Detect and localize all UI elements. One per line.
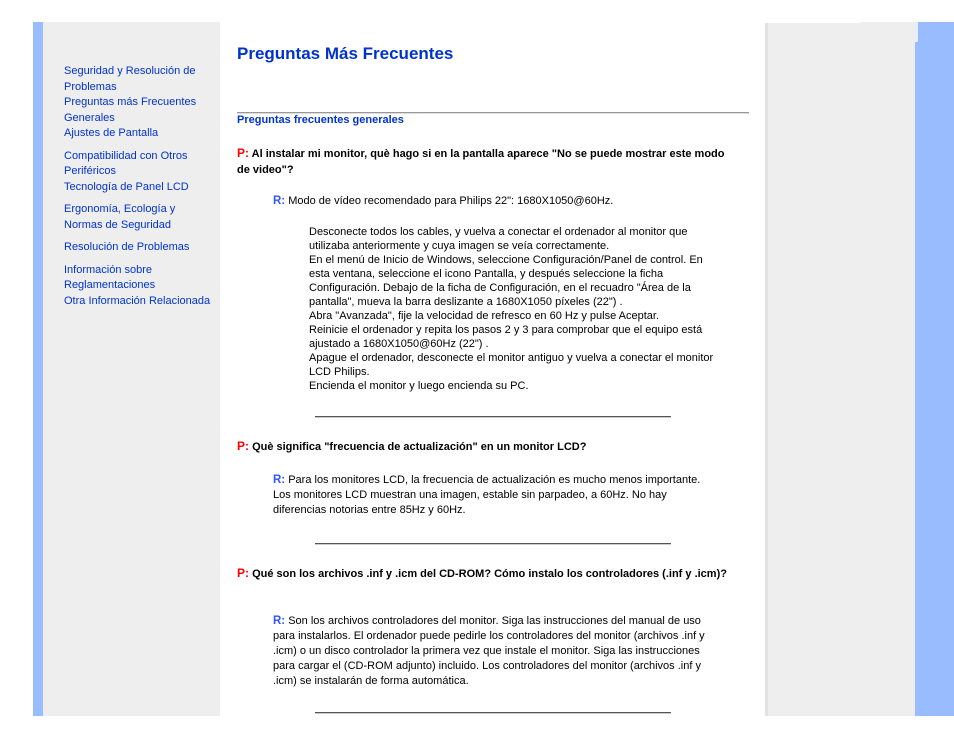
answer-text: Son los archivos controladores del monitor. Siga las instrucciones del manual de uso para instalarlos. El ordenador puede pedirle los controladores del monitor (archivos .inf y .icm) o un disco controlador la primera vez que instale el monitor. Siga las instrucciones para cargar el (CD-ROM adjunto) incluido. Los controladores del monitor (archivos .inf y .icm) se instalarán de forma automática. <box>273 615 705 687</box>
link-otra-informacion[interactable]: Otra Información Relacionada <box>64 294 211 307</box>
faq-question-2 <box>237 438 727 455</box>
sidebar-item-seguridad <box>64 64 214 95</box>
link-compatibilidad[interactable]: Compatibilidad con Otros Periféricos <box>64 149 188 177</box>
answer-tag: R: <box>273 474 286 486</box>
link-seguridad[interactable]: Seguridad y Resolución de Problemas <box>64 65 196 93</box>
faq-separator-2 <box>315 543 671 545</box>
step-1: Desconecte todos los cables, y vuelva a conectar el ordenador al monitor que utilizaba anteriormente y cuya imagen se veía correctamente. <box>309 226 688 252</box>
link-resolucion-problemas[interactable]: Resolución de Problemas <box>64 241 190 253</box>
link-preguntas-frecuentes[interactable]: Preguntas más Frecuentes Generales <box>64 96 197 124</box>
right-blue-strip <box>915 22 954 716</box>
answer-tag: R: <box>273 195 286 207</box>
answer-tag: R: <box>273 615 286 627</box>
sidebar-item-otra-informacion <box>64 294 214 310</box>
left-blue-strip <box>33 22 43 716</box>
right-strip-notch <box>915 22 918 42</box>
sidebar-nav <box>43 22 220 716</box>
faq-question-3 <box>237 565 727 582</box>
question-text: Què significa "frecuencia de actualización" en un monitor LCD? <box>252 441 587 453</box>
sidebar-item-tecnologia <box>64 180 214 196</box>
step-6: Encienda el monitor y luego encienda su PC. <box>309 380 529 392</box>
step-3: Abra "Avanzada", fije la velocidad de refresco en 60 Hz y pulse Aceptar. <box>309 310 660 322</box>
link-reglamentaciones[interactable]: Información sobre Reglamentaciones <box>64 263 156 291</box>
faq-separator-3 <box>315 712 671 714</box>
sidebar-item-ergonomia <box>64 202 214 233</box>
section-title: Preguntas frecuentes generales <box>237 114 404 126</box>
step-5: Apague el ordenador, desconecte el monitor antiguo y vuelva a conectar el monitor LCD Philips. <box>309 352 714 378</box>
question-tag: P: <box>237 439 249 453</box>
faq-separator-1 <box>315 416 671 418</box>
faq-question-1 <box>237 145 727 178</box>
question-text: Al instalar mi monitor, què hago si en la pantalla aparece "No se puede mostrar este modo de video"? <box>237 148 725 176</box>
right-panel-edge <box>765 22 768 716</box>
faq-answer-2 <box>273 473 713 518</box>
right-panel-topline <box>765 22 860 23</box>
link-tecnologia-lcd[interactable]: Tecnología de Panel LCD <box>64 180 189 193</box>
question-tag: P: <box>237 566 249 580</box>
sidebar-item-resolucion <box>64 240 214 256</box>
faq-answer-3 <box>273 614 713 689</box>
sidebar-link-list <box>64 64 214 309</box>
right-gray-panel <box>765 22 915 716</box>
sidebar-item-preguntas <box>64 95 214 126</box>
step-2: En el menú de Inicio de Windows, seleccione Configuración/Panel de control. En esta ventana, seleccione el icono Pantalla, y después seleccione la ficha Configuración. Debajo de la ficha de Configuración, en el recuadro "Área de la pantalla", mueva la barra deslizante a 1680X1050 píxeles (22") . <box>309 254 703 308</box>
sidebar-item-compatibilidad <box>64 149 214 180</box>
answer-text: Para los monitores LCD, la frecuencia de actualización es mucho menos importante. Los monitores LCD muestran una imagen, estable sin parpadeo, a 60Hz. No hay diferencias notorias entre 85Hz y 60Hz. <box>273 474 701 516</box>
faq-answer-1 <box>273 194 713 209</box>
step-4: Reinicie el ordenador y repita los pasos 2 y 3 para comprobar que el equipo está ajustado a 1680X1050@60Hz (22") . <box>309 324 703 350</box>
page-title: Preguntas Más Frecuentes <box>237 44 454 63</box>
link-ajustes-pantalla[interactable]: Ajustes de Pantalla <box>64 127 159 139</box>
link-ergonomia[interactable]: Ergonomía, Ecología y Normas de Seguridad <box>64 203 176 231</box>
sidebar-item-ajustes <box>64 126 214 142</box>
question-text: Qué son los archivos .inf y .icm del CD-ROM? Cómo instalo los controladores (.inf y .icm)? <box>252 568 727 580</box>
answer-text: Modo de vídeo recomendado para Philips 22": 1680X1050@60Hz. <box>288 195 614 207</box>
faq-steps <box>309 225 719 393</box>
question-tag: P: <box>237 146 249 160</box>
sidebar-item-reglamentaciones <box>64 263 214 294</box>
